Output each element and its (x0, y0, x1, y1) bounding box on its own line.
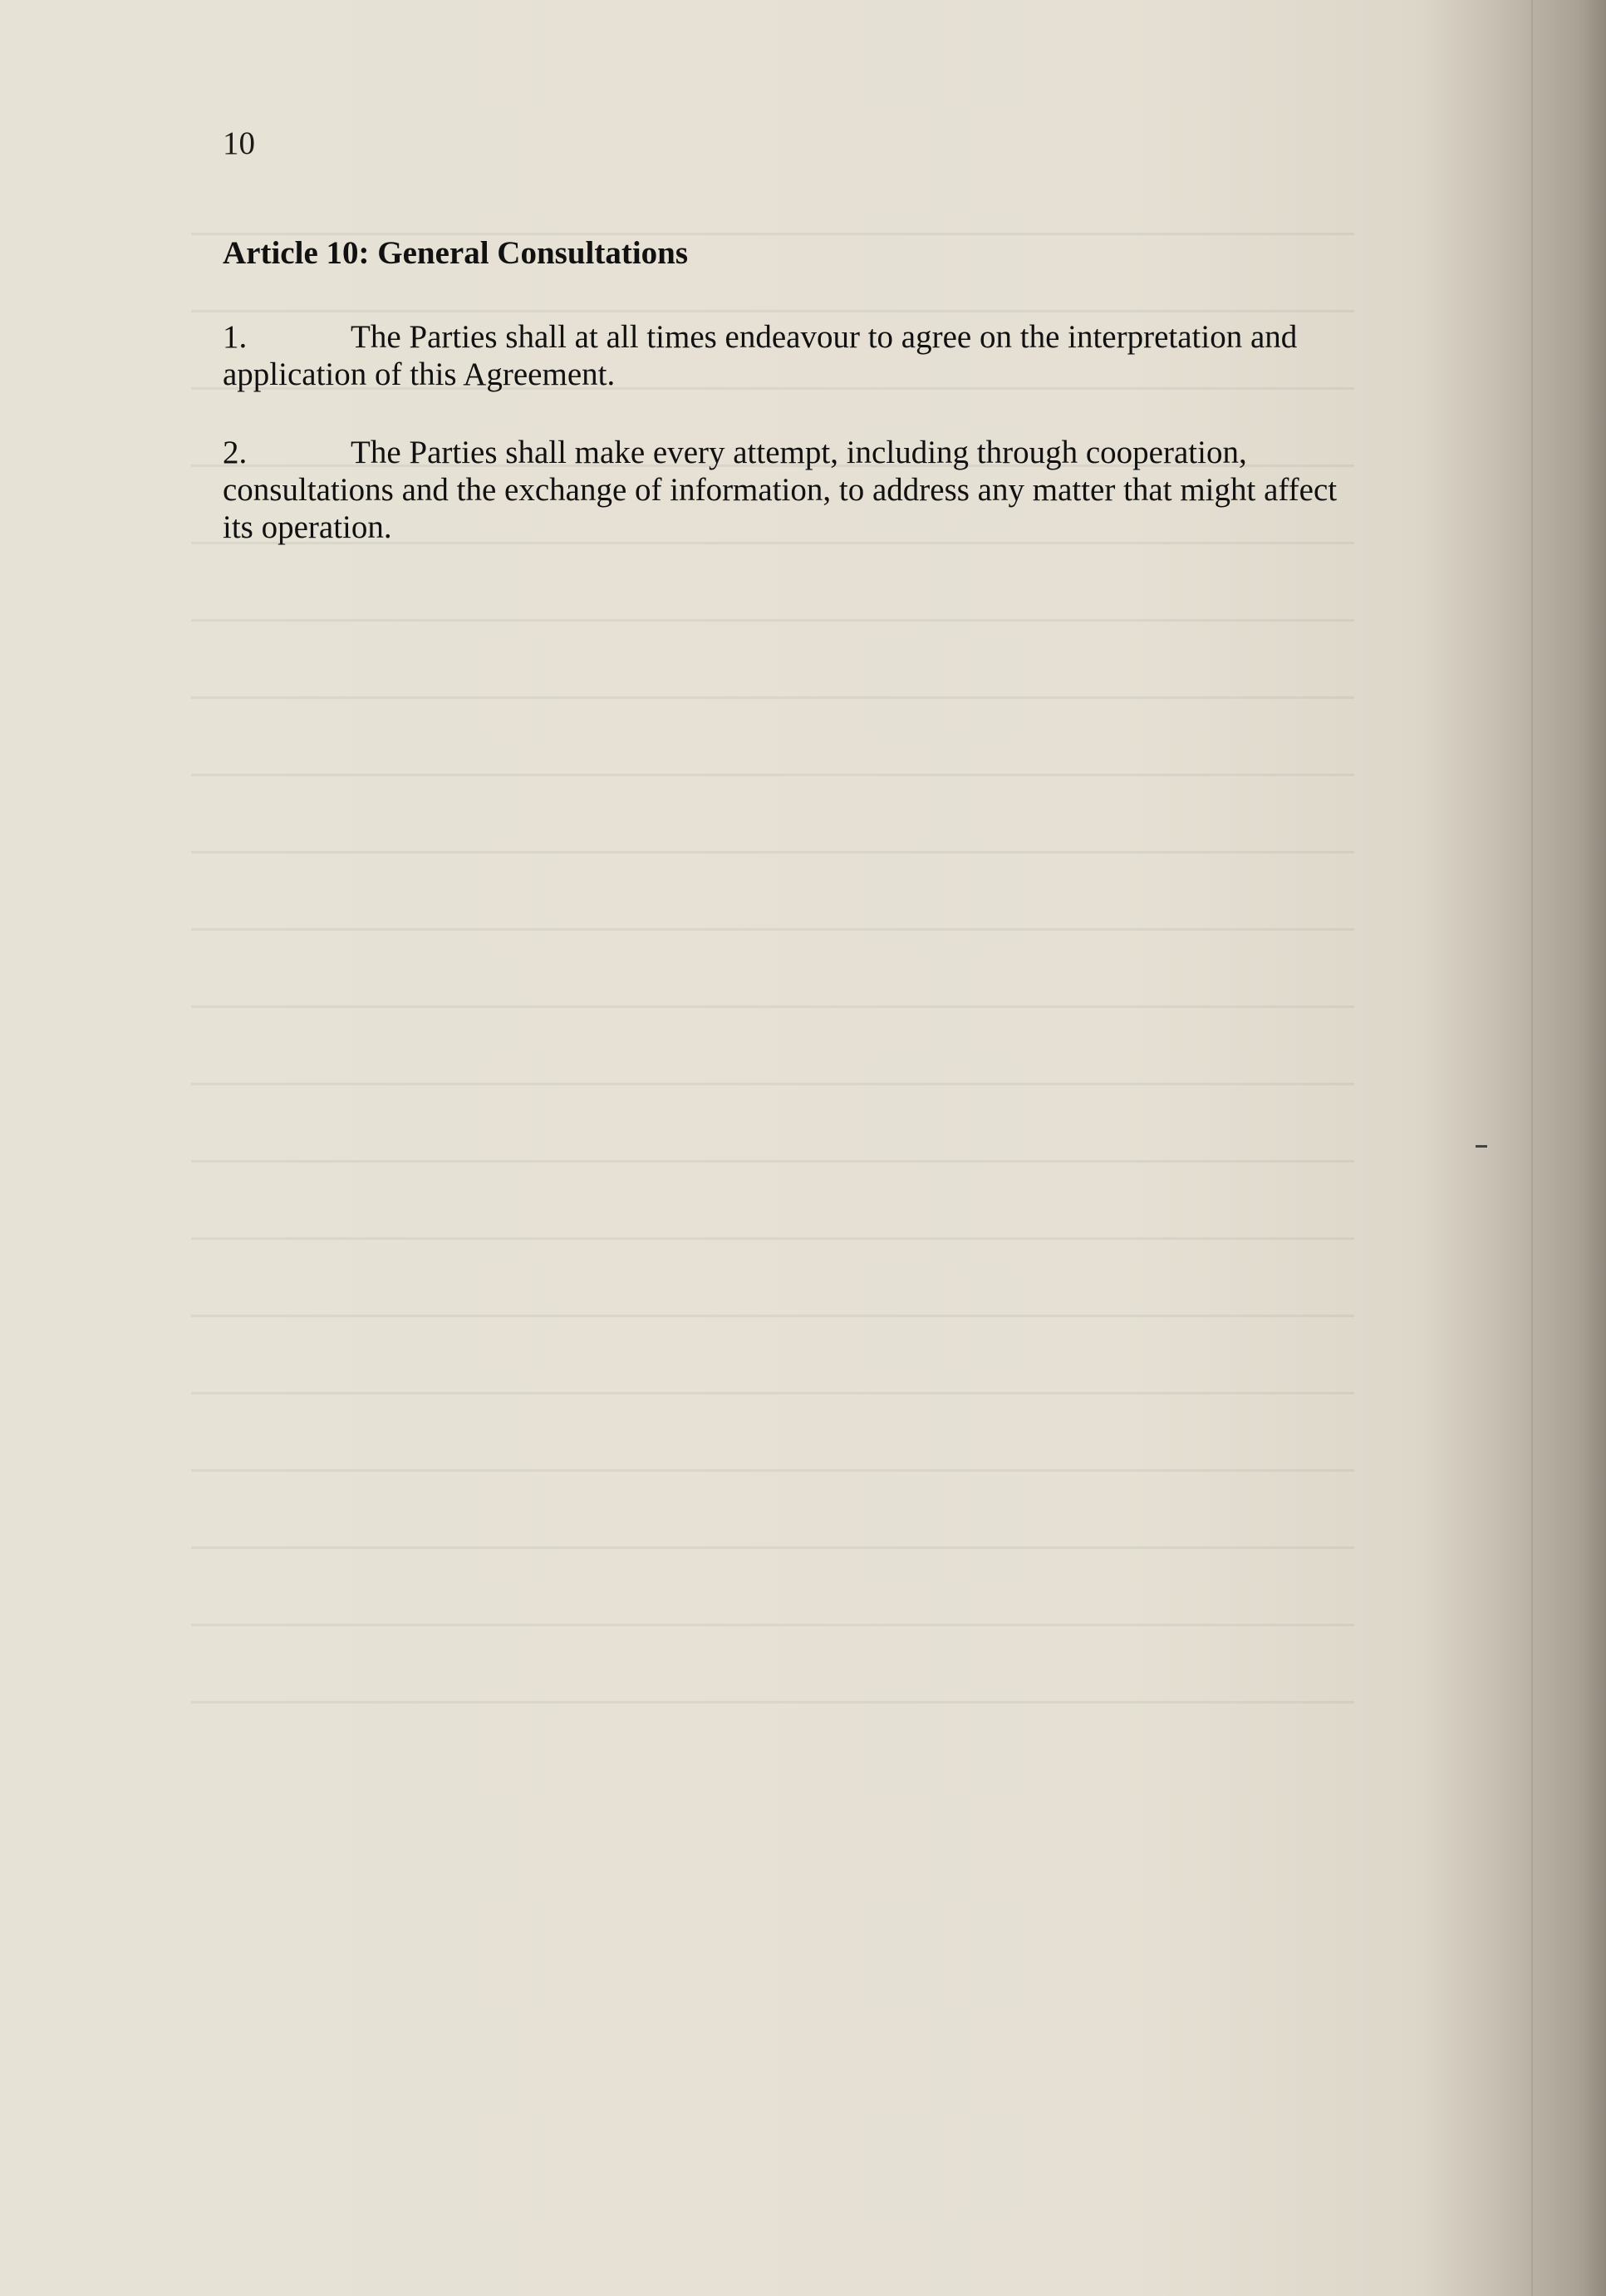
paragraph-number: 1. (223, 319, 248, 355)
paragraph-2 (223, 434, 1344, 546)
paragraph-number: 2. (223, 435, 248, 470)
paragraph-text: The Parties shall at all times endeavour to agree on the interpretation and application of this Agreement. (223, 319, 1298, 392)
paragraph-text: The Parties shall make every attempt, including through cooperation, consultations and the exchange of information, to address any matter that might affect its operation. (223, 435, 1338, 545)
paragraph-1 (223, 318, 1344, 393)
binding-shadow (1427, 0, 1606, 2296)
page-number: 10 (223, 125, 255, 161)
article-heading: Article 10: General Consultations (223, 235, 689, 271)
